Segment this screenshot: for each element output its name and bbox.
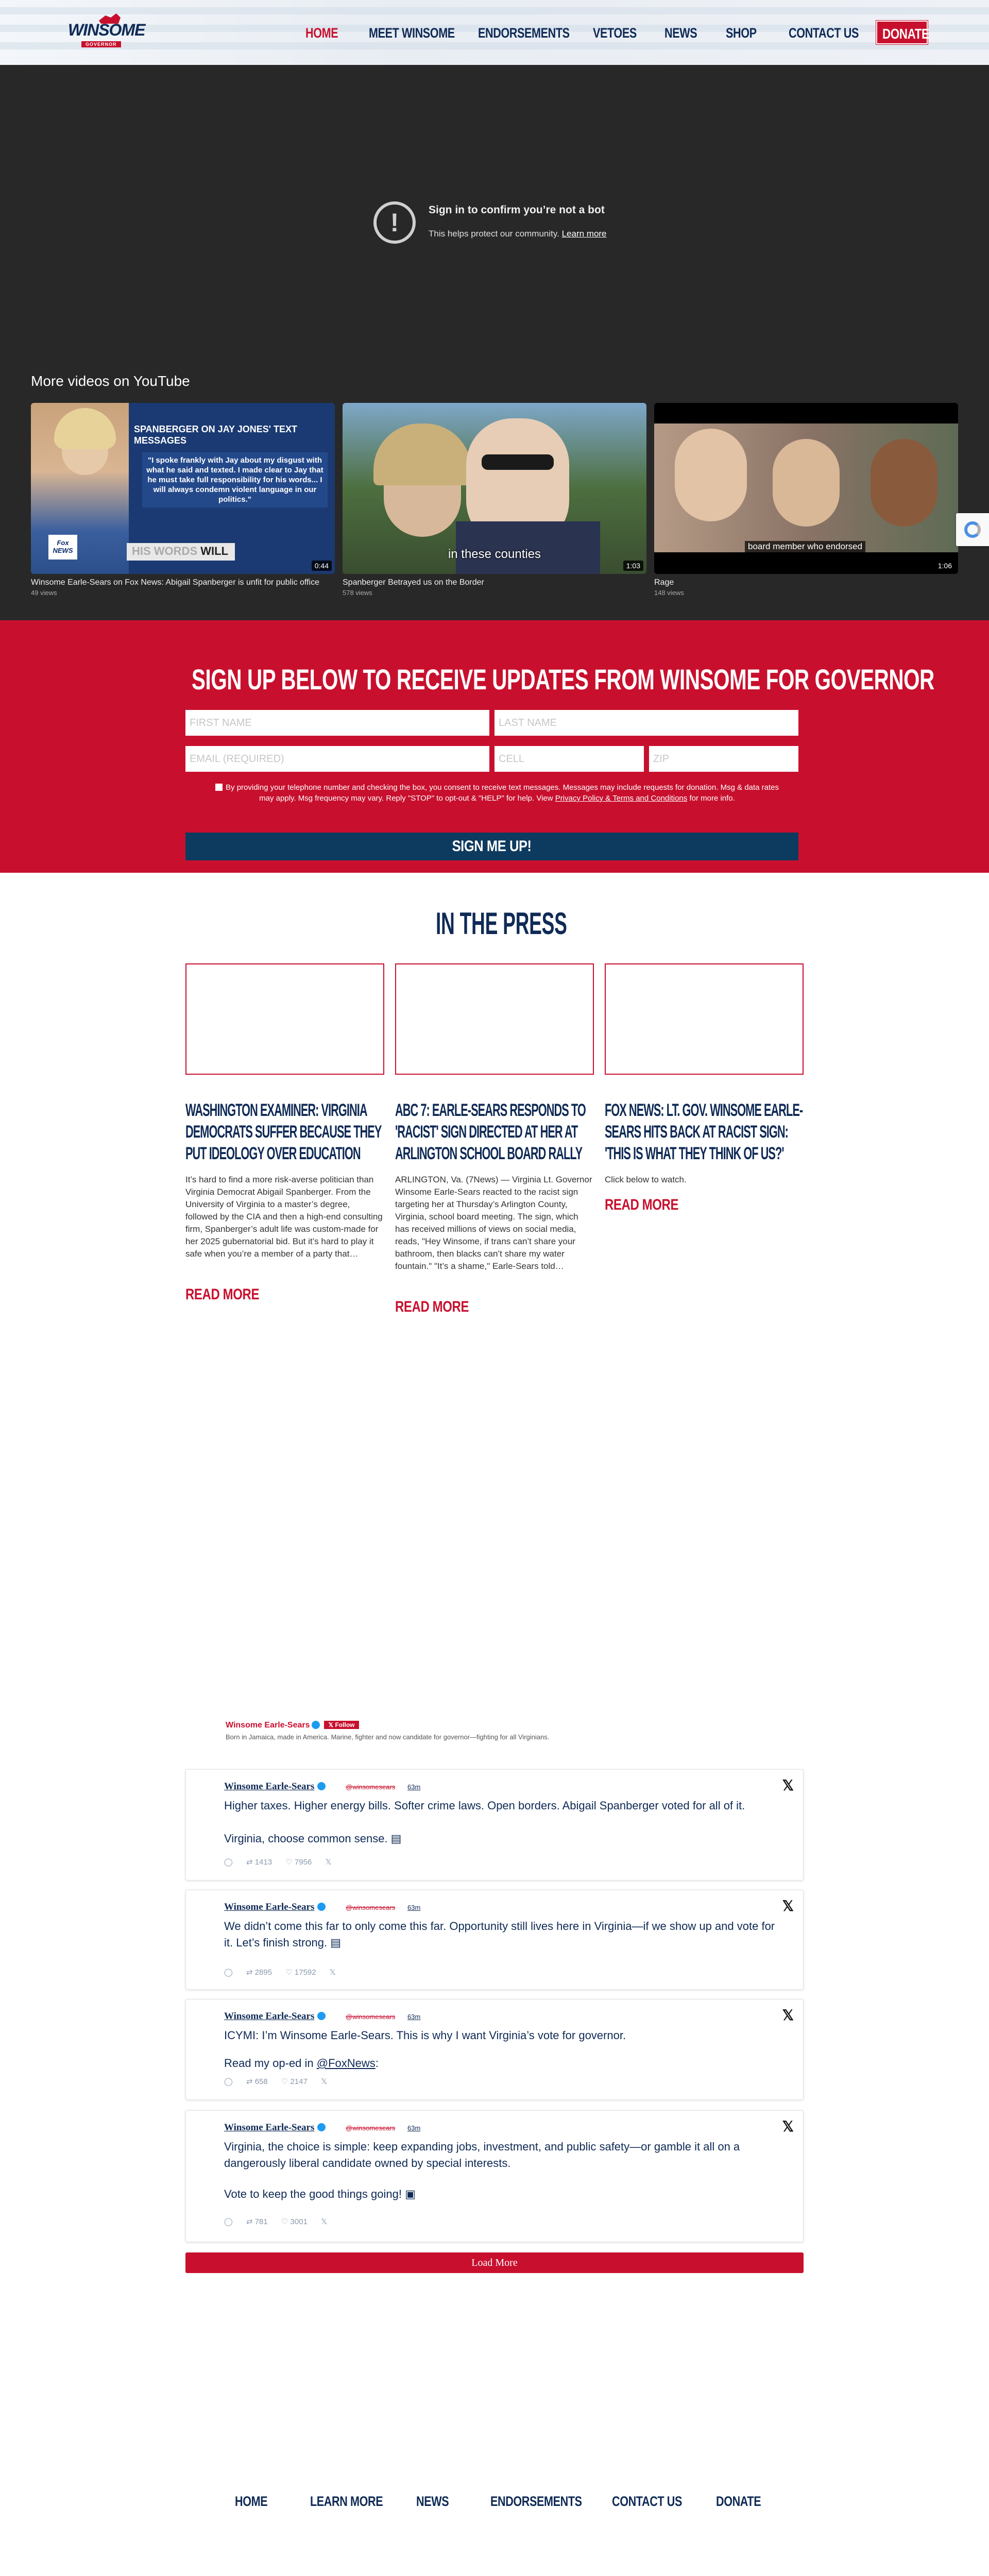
press-article-title[interactable]: FOX NEWS: LT. GOV. WINSOME EARLE-SEARS HITS BACK AT RACIST SIGN: 'THIS IS WHAT THEY THINK OF US?' <box>605 1100 803 1163</box>
press-image-placeholder[interactable] <box>605 963 804 1075</box>
last-name-input[interactable] <box>494 710 798 736</box>
tweet-text: Virginia, choose common sense. ▤ <box>224 1832 402 1845</box>
video-duration: 0:44 <box>312 561 332 571</box>
x-share-icon[interactable]: 𝕏 <box>329 1968 336 1977</box>
twitter-profile-header <box>226 1721 689 1741</box>
logo-subtitle: GOVERNOR <box>81 41 121 47</box>
like-button[interactable]: ♡ 2147 <box>281 2077 308 2086</box>
thumbnail-caption: HIS WORDS WILL <box>127 543 235 561</box>
tweet-time[interactable]: 63m <box>407 2013 421 2021</box>
tweet-author[interactable]: Winsome Earle-Sears <box>224 1781 326 1792</box>
tweet-author[interactable]: Winsome Earle-Sears <box>224 2011 326 2022</box>
read-more-link[interactable]: READ MORE <box>605 1196 679 1213</box>
footer-nav-endorsements[interactable]: ENDORSEMENTS <box>490 2494 582 2509</box>
flag-stripe <box>0 42 989 49</box>
read-more-link[interactable]: READ MORE <box>395 1298 469 1315</box>
document-icon: ▤ <box>330 1936 342 1949</box>
video-title[interactable]: Rage <box>654 578 674 587</box>
load-more-button[interactable]: Load More <box>185 2252 804 2273</box>
tweet-time[interactable]: 63m <box>407 1904 421 1911</box>
first-name-input[interactable] <box>185 710 489 736</box>
x-share-icon[interactable]: 𝕏 <box>321 2217 328 2226</box>
twitter-profile-name[interactable]: Winsome Earle-Sears 𝕏 Follow <box>226 1721 689 1730</box>
tweet-text: Read my op-ed in @FoxNews: <box>224 2057 379 2070</box>
retweet-button[interactable]: ⇄ 781 <box>246 2217 268 2226</box>
cell-input[interactable] <box>494 746 644 772</box>
video-duration: 1:06 <box>935 561 955 571</box>
retweet-button[interactable]: ⇄ 2895 <box>246 1968 272 1977</box>
thumbnail-person <box>675 429 747 521</box>
tweet-actions <box>224 2077 338 2086</box>
footer-nav-donate[interactable]: DONATE <box>716 2494 761 2509</box>
tweet-actions <box>224 2217 338 2226</box>
video-duration: 1:03 <box>623 561 643 571</box>
site-header <box>0 0 989 65</box>
tweet-text: We didn’t come this far to only come this far. Opportunity still lives here in Virginia—if we show up and vote for it. Let’s finish strong. ▤ <box>224 1920 775 1949</box>
x-logo-icon[interactable]: 𝕏 <box>782 2007 794 2023</box>
thumbnail-person <box>773 439 840 527</box>
x-share-icon[interactable]: 𝕏 <box>321 2077 328 2086</box>
x-logo-icon[interactable]: 𝕏 <box>782 1777 794 1793</box>
main-nav <box>0 24 989 42</box>
press-image-placeholder[interactable] <box>185 963 384 1075</box>
video-views: 49 views <box>31 589 57 597</box>
twitter-bio: Born in Jamaica, made in America. Marine, fighter and now candidate for governor—fighting for all Virginians. <box>226 1733 550 1741</box>
tweet-actions <box>224 1968 347 1977</box>
bot-check-title: Sign in to confirm you’re not a bot <box>429 204 605 216</box>
tweet-handle[interactable]: @winsomesears <box>346 2124 396 2132</box>
tweet-text: Virginia, the choice is simple: keep expanding jobs, investment, and public safety—or gamble it all on a dangerously liberal candidate owned by special interests. <box>224 2140 740 2170</box>
thumbnail-caption: in these counties <box>448 547 541 561</box>
reply-icon[interactable]: ◯ <box>224 2077 233 2086</box>
sms-consent-checkbox[interactable] <box>215 784 223 791</box>
video-card[interactable] <box>654 403 958 597</box>
verified-badge-icon <box>317 1782 326 1790</box>
verified-badge-icon <box>317 2012 326 2020</box>
signup-title: SIGN UP BELOW TO RECEIVE UPDATES FROM WINSOME FOR GOVERNOR <box>192 663 934 696</box>
footer-nav-learn-more[interactable]: LEARN MORE <box>310 2494 383 2509</box>
thumbnail-quote: "I spoke frankly with Jay about my disgust with what he said and texted. I made clear to Jay that he must take full responsibility for his words... I will always condemn violent language in our politics." <box>142 452 328 507</box>
tweet-text: ICYMI: I’m Winsome Earle-Sears. This is why I want Virginia’s vote for governor. <box>224 2029 626 2042</box>
tweet-text: Vote to keep the good things going! ▣ <box>224 2188 416 2200</box>
footer-nav-contact-us[interactable]: CONTACT US <box>612 2494 682 2509</box>
thumbnail-hair <box>373 423 471 485</box>
video-title[interactable]: Winsome Earle-Sears on Fox News: Abigail Spanberger is unfit for public office <box>31 578 319 587</box>
x-logo-icon[interactable]: 𝕏 <box>782 2119 794 2134</box>
fox-news-mention[interactable]: @FoxNews <box>316 2057 376 2070</box>
tweet-handle[interactable]: @winsomesears <box>346 2013 396 2021</box>
nav-meet-winsome[interactable]: MEET WINSOME <box>369 25 455 41</box>
learn-more-link[interactable]: Learn more <box>561 229 607 239</box>
like-button[interactable]: ♡ 3001 <box>281 2217 308 2226</box>
video-thumbnail[interactable] <box>654 403 958 574</box>
bot-check-text: This helps protect our community. Learn more <box>429 229 607 239</box>
tweet-card[interactable] <box>185 1769 804 1880</box>
sunglasses <box>482 454 554 470</box>
video-thumbnail[interactable] <box>343 403 646 574</box>
tweet-author[interactable]: Winsome Earle-Sears <box>224 2122 326 2133</box>
press-article-excerpt: It’s hard to find a more risk-averse politician than Virginia Democrat Abigail Spanberger. From the University of Virginia to a master’s degree, followed by the CIA and then a high-end consulting firm, Spanberger’s adult life was custom-made for her 2025 gubernatorial bid. But it’s hard to play it safe when you’re a member of a party that… <box>185 1175 383 1259</box>
press-section-title: IN THE PRESS <box>436 906 567 941</box>
tweet-actions <box>224 1857 343 1867</box>
footer-nav <box>0 2494 989 2514</box>
tweet-card[interactable] <box>185 2110 804 2242</box>
verified-badge-icon <box>317 1903 326 1911</box>
nav-home[interactable]: HOME <box>305 25 338 41</box>
press-article-excerpt: Click below to watch. <box>605 1175 687 1184</box>
youtube-embed <box>0 65 989 620</box>
signup-section <box>0 620 989 873</box>
verified-badge-icon <box>317 2123 326 2131</box>
like-button[interactable]: ♡ 17592 <box>285 1968 316 1977</box>
more-videos-title: More videos on YouTube <box>31 373 190 389</box>
tweet-handle[interactable]: @winsomesears <box>346 1904 396 1911</box>
footer-nav-home[interactable]: HOME <box>235 2494 268 2509</box>
video-card[interactable] <box>31 403 335 597</box>
reply-icon[interactable]: ◯ <box>224 2217 233 2226</box>
like-button[interactable]: ♡ 7956 <box>285 1858 312 1867</box>
nav-news[interactable]: NEWS <box>664 25 697 41</box>
tweet-handle[interactable]: @winsomesears <box>346 1783 396 1791</box>
flag-stripe <box>0 7 989 14</box>
press-article-title[interactable]: WASHINGTON EXAMINER: VIRGINIA DEMOCRATS SUFFER BECAUSE THEY PUT IDEOLOGY OVER EDUCATION <box>185 1100 381 1163</box>
reply-icon[interactable]: ◯ <box>224 1858 233 1867</box>
nav-contact-us[interactable]: CONTACT US <box>789 25 859 41</box>
verified-badge-icon <box>312 1721 320 1729</box>
donate-button[interactable]: DONATE <box>876 21 928 44</box>
follow-button[interactable]: 𝕏 Follow <box>324 1721 359 1729</box>
logo-name: WINSOME <box>68 21 145 39</box>
reply-icon[interactable]: ◯ <box>224 1968 233 1977</box>
image-icon: ▣ <box>405 2188 416 2200</box>
thumbnail-caption: board member who endorsed <box>745 541 865 552</box>
tweet-author[interactable]: Winsome Earle-Sears <box>224 1902 326 1913</box>
press-image-placeholder[interactable] <box>395 963 594 1075</box>
tweet-card[interactable] <box>185 1890 804 1990</box>
email-input[interactable] <box>185 746 489 772</box>
read-more-link[interactable]: READ MORE <box>185 1286 260 1303</box>
video-views: 578 views <box>343 589 372 597</box>
nav-endorsements[interactable]: ENDORSEMENTS <box>478 25 570 41</box>
thumbnail-person <box>871 439 937 527</box>
alert-icon: ! <box>373 201 416 244</box>
press-article-excerpt: ARLINGTON, Va. (7News) — Virginia Lt. Governor Winsome Earle-Sears reacted to the racist sign targeting her at Thursday’s Arlington County, Virginia, school board meeting. The sign, which has received millions of views on social media, reads, "Hey Winsome, if trans can’t share your bathroom, then blacks can’t share my water fountain." "It’s a shame," Earle-Sears told… <box>395 1175 592 1271</box>
video-card[interactable] <box>343 403 646 597</box>
privacy-policy-link[interactable]: Privacy Policy & Terms and Conditions <box>555 794 688 803</box>
video-thumbnail[interactable] <box>31 403 335 574</box>
sign-me-up-button[interactable]: SIGN ME UP! <box>185 833 798 860</box>
zip-input[interactable] <box>649 746 798 772</box>
retweet-button[interactable]: ⇄ 1413 <box>246 1858 272 1867</box>
press-article-title[interactable]: ABC 7: EARLE-SEARS RESPONDS TO 'RACIST' SIGN DIRECTED AT HER AT ARLINGTON SCHOOL BOARD RALLY <box>395 1100 586 1163</box>
document-icon: ▤ <box>390 1832 402 1845</box>
thumbnail-headline: SPANBERGER ON JAY JONES' TEXT MESSAGES <box>134 424 298 446</box>
video-views: 148 views <box>654 589 684 597</box>
recaptcha-badge[interactable] <box>956 513 989 546</box>
video-title[interactable]: Spanberger Betrayed us on the Border <box>343 578 484 587</box>
x-share-icon[interactable]: 𝕏 <box>325 1858 332 1867</box>
recaptcha-icon <box>964 521 981 538</box>
tweet-card[interactable] <box>185 1999 804 2100</box>
retweet-button[interactable]: ⇄ 658 <box>246 2077 268 2086</box>
sms-consent: By providing your telephone number and checking the box, you consent to receive text messages. Messages may include requests for donation. Msg & data rates may apply. Msg frequency may vary. Reply "STOP" to opt-out & "HELP" for help. View Privacy Policy & Terms and Conditions for more info. <box>210 782 784 804</box>
x-logo-icon[interactable]: 𝕏 <box>782 1898 794 1914</box>
footer-nav-news[interactable]: NEWS <box>416 2494 449 2509</box>
nav-shop[interactable]: SHOP <box>726 25 757 41</box>
tweet-time[interactable]: 63m <box>407 2124 421 2132</box>
tweet-time[interactable]: 63m <box>407 1783 421 1791</box>
nav-vetoes[interactable]: VETOES <box>593 25 637 41</box>
fox-news-logo: Fox NEWS <box>48 535 77 560</box>
tweet-text: Higher taxes. Higher energy bills. Softer crime laws. Open borders. Abigail Spanberger voted for all of it. <box>224 1799 745 1812</box>
